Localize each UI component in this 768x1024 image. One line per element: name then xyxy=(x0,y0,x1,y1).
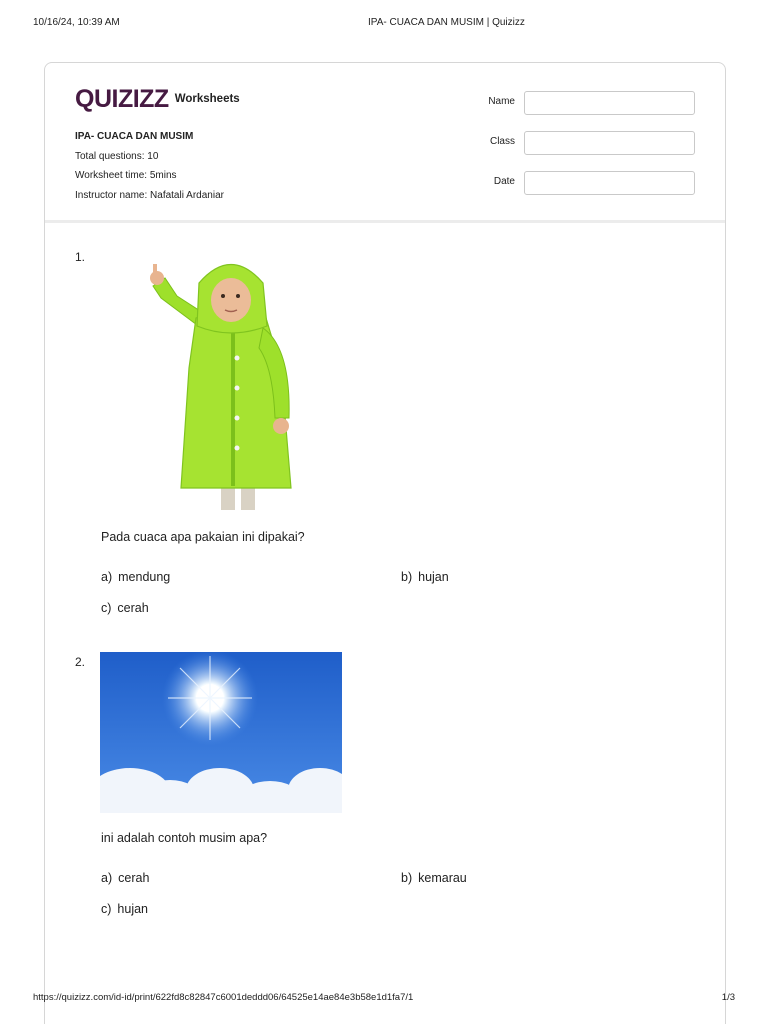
option-b xyxy=(401,871,467,885)
option-b xyxy=(401,570,449,584)
option-label: kemarau xyxy=(418,871,467,885)
date-label: Date xyxy=(493,176,515,187)
option-letter: b) xyxy=(401,570,413,584)
brand-wordmark: QUIZIZZ xyxy=(75,85,169,113)
instructor-name: Instructor name: Nafatali Ardaniar xyxy=(75,189,224,201)
worksheet-info xyxy=(75,127,224,205)
class-input[interactable] xyxy=(524,131,695,155)
product-label: Worksheets xyxy=(174,93,240,105)
date-field-row xyxy=(465,171,695,195)
print-page-title: IPA- CUACA DAN MUSIM | Quizizz xyxy=(368,17,525,28)
print-header xyxy=(33,17,735,31)
total-questions: Total questions: 10 xyxy=(75,150,159,162)
option-label: mendung xyxy=(118,570,171,584)
option-label: hujan xyxy=(418,570,449,584)
worksheet-time: Worksheet time: 5mins xyxy=(75,170,177,181)
option-a xyxy=(101,570,170,584)
class-field-row xyxy=(465,131,695,155)
question-text: ini adalah contoh musim apa? xyxy=(101,831,268,845)
option-c xyxy=(101,601,149,615)
print-footer xyxy=(33,992,735,1006)
print-url[interactable]: https://quizizz.com/id-id/print/622fd8c82847c6001deddd06/64525e14ae84e3b58e1d1fa7/1 xyxy=(33,992,414,1003)
question-number: 2. xyxy=(75,655,86,669)
option-letter: c) xyxy=(101,601,112,615)
page-number: 1/3 xyxy=(721,992,735,1003)
worksheet-title: IPA- CUACA DAN MUSIM xyxy=(75,131,194,142)
option-label: cerah xyxy=(118,871,150,885)
option-letter: a) xyxy=(101,570,113,584)
sunny-sky-image xyxy=(100,652,342,813)
name-field-row xyxy=(465,91,695,115)
class-label: Class xyxy=(489,136,515,147)
print-datetime: 10/16/24, 10:39 AM xyxy=(33,17,120,28)
raincoat-child-image xyxy=(141,248,321,514)
quizizz-logo xyxy=(75,85,240,113)
option-a xyxy=(101,871,149,885)
option-c xyxy=(101,902,148,916)
option-letter: b) xyxy=(401,871,413,885)
question-text: Pada cuaca apa pakaian ini dipakai? xyxy=(101,530,305,544)
option-label: hujan xyxy=(117,902,149,916)
option-label: cerah xyxy=(117,601,149,615)
name-input[interactable] xyxy=(524,91,695,115)
question-number: 1. xyxy=(75,250,86,264)
name-label: Name xyxy=(488,96,515,107)
date-input[interactable] xyxy=(524,171,695,195)
worksheet-header xyxy=(45,63,725,223)
option-letter: a) xyxy=(101,871,113,885)
option-letter: c) xyxy=(101,902,112,916)
worksheet-card xyxy=(44,62,726,1024)
